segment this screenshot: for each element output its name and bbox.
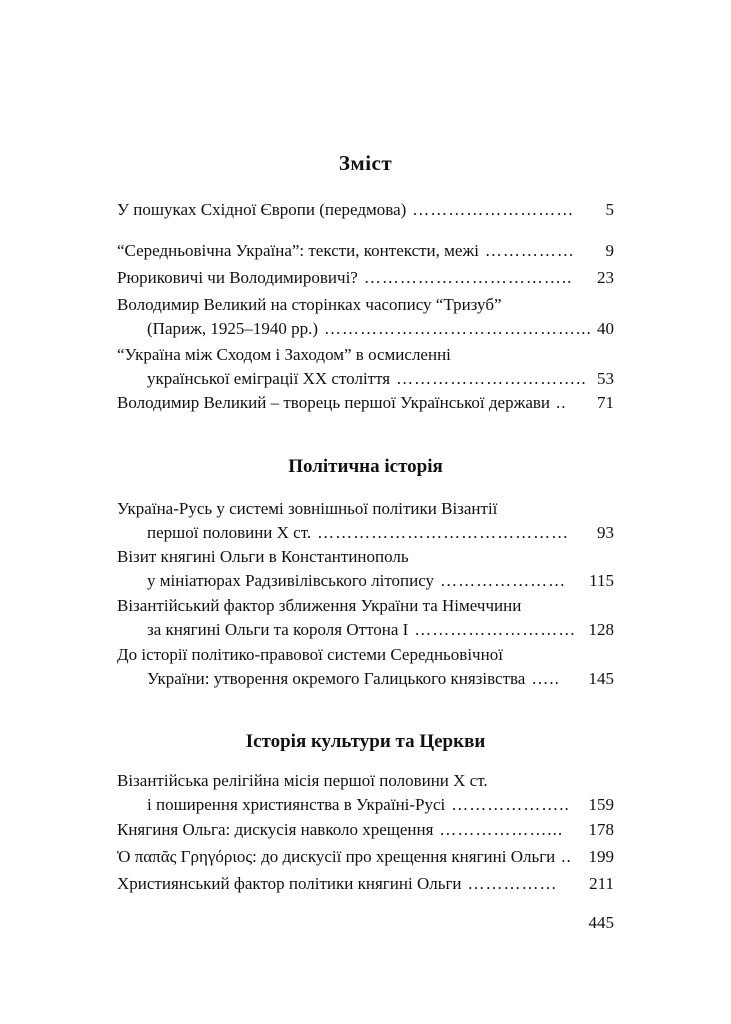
toc-leader-dots: ………………………….. [396, 369, 587, 388]
toc-line [117, 391, 614, 415]
toc-entry-preface [117, 198, 614, 222]
toc-entry [117, 266, 614, 290]
toc-entry-title: Ὁ παπᾶς Γρηγόριος: до дискусії про хрещення княгині Ольги [117, 847, 556, 866]
toc-entry-title: Візантійська релігійна місія першої половини Х ст. [117, 771, 488, 790]
toc-line-continued [117, 317, 614, 341]
toc-leader-dots: …………… [467, 874, 558, 893]
toc-entry-title-continued: і поширення християнства в Україні-Русі [147, 795, 446, 814]
toc-leader-dots: …………………………………… [317, 523, 570, 542]
toc-line [117, 769, 614, 793]
toc-page-number: 199 [588, 847, 614, 866]
toc-entry-title: Княгиня Ольга: дискусія навколо хрещення [117, 820, 434, 839]
toc-entry-title-continued: першої половини Х ст. [147, 523, 312, 542]
toc-entry [117, 872, 614, 896]
toc-page-number: 159 [588, 795, 614, 814]
toc-entry [117, 818, 614, 842]
toc-leader-dots: ……………………………………... [324, 319, 592, 338]
toc-entry-title: Християнський фактор політики княгині Ольги [117, 874, 462, 893]
section-heading: Політична історія [288, 456, 443, 477]
toc-leader-dots: ……………………… [414, 620, 577, 639]
toc-line [117, 293, 614, 317]
section-heading: Історія культури та Церкви [245, 731, 486, 752]
toc-entry [117, 239, 614, 263]
toc-entry [117, 497, 614, 545]
toc-page-number: 40 [597, 319, 614, 338]
toc-line [117, 497, 614, 521]
toc-line-continued [117, 793, 614, 817]
folio-page-number: 445 [588, 913, 614, 932]
toc-page-number: 9 [605, 241, 614, 260]
toc-entry [117, 293, 614, 341]
toc-page-number: 211 [589, 874, 614, 893]
toc-entry-title: “Україна між Сходом і Заходом” в осмисленні [117, 345, 451, 364]
toc-line [117, 643, 614, 667]
toc-line-continued [117, 667, 614, 691]
toc-entry-title-continued: України: утворення окремого Галицького князівства [147, 669, 526, 688]
toc-line [117, 266, 614, 290]
toc-page-number: 53 [597, 369, 614, 388]
toc-leader-dots: ………………... [439, 820, 564, 839]
toc-leader-dots: ….. [531, 669, 560, 688]
toc-line [117, 818, 614, 842]
toc-entry [117, 594, 614, 642]
page-title: Зміст [338, 151, 393, 175]
toc-page-number: 71 [597, 393, 614, 412]
toc-line-continued [117, 521, 614, 545]
toc-line [117, 239, 614, 263]
toc-entry-title-continued: за княгині Ольги та короля Оттона І [147, 620, 409, 639]
toc-leader-dots: …………………………….. [363, 268, 573, 287]
toc-entry [117, 769, 614, 817]
toc-leader-dots: ……………………… [412, 200, 575, 219]
toc-page-number: 178 [588, 820, 614, 839]
toc-page-number: 93 [597, 523, 614, 542]
toc-entry [117, 391, 614, 415]
toc-entry-title-continued: української еміграції ХХ століття [147, 369, 391, 388]
toc-line-continued [117, 367, 614, 391]
toc-entry-title: У пошуках Східної Європи (передмова) [117, 200, 407, 219]
toc-entry-title: Володимир Великий на сторінках часопису “Тризуб” [117, 295, 502, 314]
toc-line [117, 198, 614, 222]
toc-entry-title: Візит княгині Ольги в Константинополь [117, 547, 409, 566]
toc-entry-title: “Середньовічна Україна”: тексти, контексти, межі [117, 241, 479, 260]
toc-entry-title: Візантійський фактор зближення України та Німеччини [117, 596, 522, 615]
toc-leader-dots: ………………… [440, 571, 567, 590]
toc-page-number: 145 [588, 669, 614, 688]
toc-leader-dots: ……………….. [451, 795, 570, 814]
toc-entry-title: Володимир Великий – творець першої Української держави [117, 393, 551, 412]
toc-page-number: 115 [589, 571, 614, 590]
toc-entry [117, 643, 614, 691]
toc-line [117, 594, 614, 618]
toc-page-number: 128 [588, 620, 614, 639]
toc-entry [117, 545, 614, 593]
toc-line [117, 343, 614, 367]
toc-line [117, 545, 614, 569]
toc-entry-title: До історії політико-правової системи Середньовічної [117, 645, 503, 664]
toc-leader-dots: …………… [484, 241, 575, 260]
toc-line-continued [117, 618, 614, 642]
toc-entry-title-continued: у мініатюрах Радзивілівського літопису [147, 571, 435, 590]
toc-entry-title-continued: (Париж, 1925–1940 рр.) [147, 319, 318, 338]
toc-line-continued [117, 569, 614, 593]
toc-entry-title: Україна-Русь у системі зовнішньої політики Візантії [117, 499, 498, 518]
toc-entry-title: Рюриковичі чи Володимировичі? [117, 268, 358, 287]
toc-line [117, 872, 614, 896]
toc-page-number: 5 [605, 200, 614, 219]
toc-line [117, 845, 614, 869]
toc-leader-dots: .. [561, 847, 572, 866]
toc-entry [117, 343, 614, 391]
toc-leader-dots: .. [556, 393, 567, 412]
toc-page-number: 23 [597, 268, 614, 287]
toc-entry [117, 845, 614, 869]
